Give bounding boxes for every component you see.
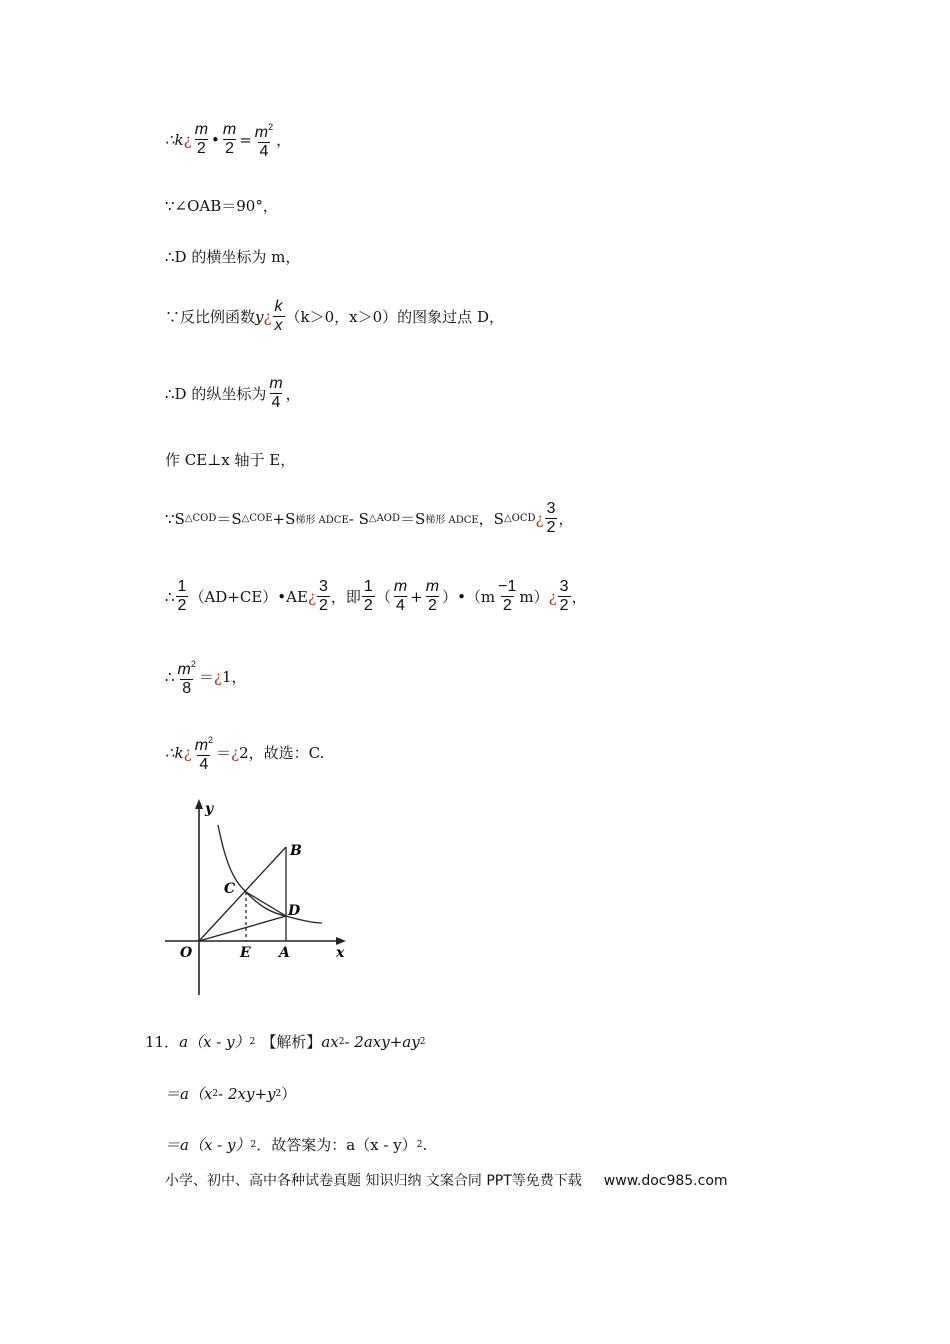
text: +S: [272, 509, 296, 528]
x-axis-arrow: [336, 937, 346, 945]
numerator: m: [269, 375, 283, 392]
text: ＝a（x: [165, 1085, 213, 1103]
fraction: [545, 500, 558, 537]
subscript: 梯形 ADCE: [295, 515, 349, 526]
text: =: [239, 130, 252, 149]
glyph: ¿: [548, 587, 557, 606]
text: （: [375, 588, 391, 606]
subscript: △COE: [241, 513, 273, 524]
line-area: [165, 500, 573, 537]
text: ∴k: [165, 743, 184, 762]
subscript: 梯形 ADCE: [425, 515, 479, 526]
footer-url[interactable]: www.doc985.com: [603, 1173, 728, 1189]
text: +: [410, 587, 423, 606]
denominator: 8: [182, 680, 192, 697]
numerator: 1: [177, 578, 187, 595]
numerator: [193, 731, 215, 755]
text: ＝: [198, 668, 214, 686]
text: ∴D 的横坐标为 m，: [165, 248, 301, 266]
superscript: 2: [275, 1088, 282, 1099]
line-function: [165, 298, 504, 335]
text: ∴D 的纵坐标为: [165, 385, 267, 403]
text: ＝a（x ‑ y）: [165, 1136, 251, 1154]
numerator: 3: [318, 578, 328, 595]
glyph: ¿: [183, 130, 192, 149]
glyph: ¿: [231, 743, 240, 762]
denominator: 2: [177, 597, 187, 614]
text: m: [254, 124, 269, 141]
superscript: 2: [268, 122, 274, 132]
numerator: 3: [546, 500, 556, 517]
text: .: [422, 1135, 428, 1154]
fraction: [273, 298, 285, 335]
fraction: [317, 578, 330, 615]
denominator: 2: [318, 597, 328, 614]
segment-cd: [246, 892, 286, 916]
line-angle: [165, 195, 278, 216]
denominator: 4: [271, 394, 281, 411]
text: ，S: [478, 510, 504, 528]
text: ，即: [330, 588, 361, 606]
denominator: 4: [199, 756, 209, 773]
text: ‑ S: [348, 509, 369, 528]
denominator: 4: [259, 143, 269, 160]
text: ＝S: [400, 510, 426, 528]
numerator: 1: [363, 578, 373, 595]
denominator: 2: [363, 597, 373, 614]
glyph: ¿: [263, 307, 272, 326]
superscript: 2: [416, 1139, 423, 1150]
footer-text: 小学、初中、高中各种试卷真题 知识归纳 文案合同 PPT等免费下载: [165, 1173, 582, 1189]
superscript: 2: [208, 735, 214, 745]
glyph: ¿: [183, 743, 192, 762]
label-e: E: [240, 945, 251, 961]
fraction: [193, 731, 215, 774]
text: ＝: [216, 744, 232, 762]
glyph: ¿: [307, 587, 316, 606]
text: 2，故选：C.: [239, 744, 325, 762]
q11-line-1: [145, 1031, 425, 1052]
text: m）: [519, 588, 549, 606]
text: （AD+CE）•AE: [189, 588, 308, 606]
text: （k＞0，x＞0）的图象过点 D，: [285, 308, 504, 326]
geometry-diagram: [160, 795, 360, 1000]
fraction: [424, 578, 441, 615]
text: ，: [571, 588, 587, 606]
fraction: [253, 118, 275, 161]
fraction: [362, 578, 375, 615]
superscript: 2: [419, 1036, 426, 1047]
text: a（x ‑ y）: [179, 1033, 250, 1051]
question-number: 11．: [145, 1033, 180, 1051]
line-d-y: [165, 375, 301, 412]
fraction: [193, 121, 210, 158]
numerator: [253, 118, 275, 142]
text: ．故答案为：a（x ‑ y）: [256, 1136, 417, 1154]
glyph: ¿: [535, 509, 544, 528]
text: y: [255, 307, 264, 326]
text: 作 CE⊥x 轴于 E，: [165, 451, 296, 469]
line-k-expression: [165, 118, 291, 161]
numerator: m: [222, 121, 237, 138]
text: ‑ 2xy+y: [218, 1084, 276, 1103]
label-b: B: [290, 843, 302, 859]
line-m-squared: [165, 655, 247, 698]
superscript: 2: [212, 1088, 219, 1099]
footer: [165, 1170, 728, 1190]
denominator: 2: [546, 519, 556, 536]
numerator: m: [425, 578, 440, 595]
text: m: [177, 661, 191, 678]
text: ）•（m: [442, 588, 496, 606]
fraction: [558, 578, 571, 615]
text: ∵∠OAB＝90°，: [165, 197, 278, 215]
text: ∵S: [165, 509, 185, 528]
label-y: y: [205, 801, 214, 817]
fraction: [221, 121, 238, 158]
fraction: [176, 578, 189, 615]
denominator: 2: [225, 140, 234, 157]
text: 【解析】: [261, 1033, 322, 1051]
numerator: m: [393, 578, 408, 595]
text: 1，: [221, 668, 247, 686]
numerator: k: [274, 298, 283, 315]
numerator: m: [194, 121, 209, 138]
segment-od: [199, 916, 286, 941]
text: ∴: [165, 667, 175, 686]
subscript: △COD: [184, 513, 217, 524]
line-ce: [165, 449, 295, 470]
denominator: 2: [427, 597, 437, 614]
text: ∵反比例函数: [165, 308, 256, 326]
fraction: [176, 655, 198, 698]
label-o: O: [180, 945, 193, 961]
text: ∴k: [165, 130, 184, 149]
line-d-x: [165, 246, 300, 267]
superscript: 2: [338, 1036, 345, 1047]
denominator: 2: [559, 597, 569, 614]
denominator: 2: [196, 140, 206, 157]
label-x: x: [336, 945, 345, 961]
text: ）: [281, 1085, 297, 1103]
hyperbola-curve: [218, 825, 322, 923]
label-a: A: [279, 945, 290, 961]
fraction: [496, 578, 518, 615]
numerator: −1: [498, 578, 517, 595]
denominator: x: [274, 317, 283, 334]
segment-ob: [199, 847, 286, 941]
line-equation: [165, 578, 587, 615]
subscript: △AOD: [368, 513, 401, 524]
text: ，: [285, 385, 301, 403]
q11-line-3: [165, 1134, 427, 1155]
label-c: C: [224, 881, 236, 897]
fraction: [392, 578, 409, 615]
text: ，: [558, 510, 574, 528]
glyph: ¿: [213, 667, 222, 686]
text: ＝S: [216, 510, 242, 528]
text: m: [194, 737, 209, 754]
subscript: △OCD: [503, 513, 536, 524]
superscript: 2: [250, 1139, 257, 1150]
y-axis-arrow: [195, 799, 203, 809]
line-k-result: [165, 731, 324, 774]
superscript: 2: [190, 659, 196, 669]
q11-line-2: [165, 1083, 296, 1104]
numerator: 3: [559, 578, 569, 595]
text: ax: [321, 1032, 339, 1051]
text: ∴: [165, 587, 175, 606]
text: ，: [276, 131, 292, 149]
denominator: 2: [502, 597, 512, 614]
fraction: [267, 375, 284, 412]
superscript: 2: [249, 1036, 256, 1047]
numerator: [176, 655, 198, 679]
text: ‑ 2axy+ay: [344, 1032, 420, 1051]
label-d: D: [288, 903, 301, 919]
denominator: 4: [396, 597, 405, 614]
text: •: [211, 130, 220, 149]
